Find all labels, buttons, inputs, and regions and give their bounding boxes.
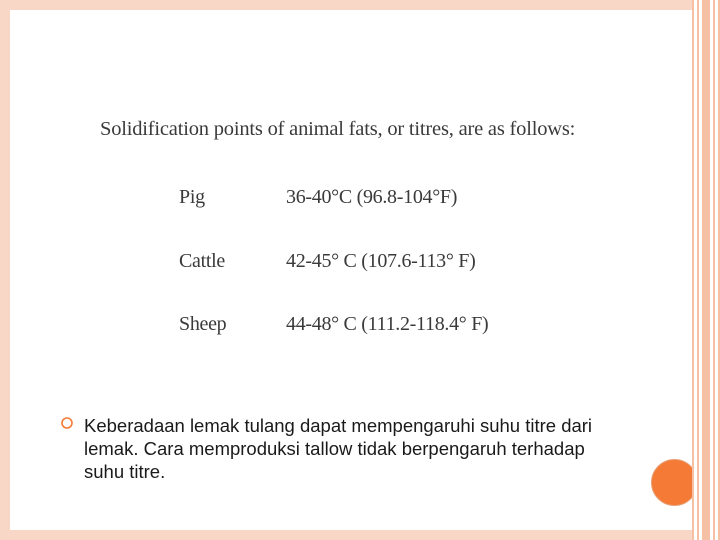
titre-range-cattle: 42-45° C (107.6-113° F) xyxy=(286,250,476,272)
right-decorative-lines xyxy=(692,0,720,540)
slide xyxy=(10,10,692,530)
decorative-orange-circle xyxy=(651,459,698,506)
titre-table-heading: Solidification points of animal fats, or titres, are as follows: xyxy=(100,118,576,140)
bullet-text: Keberadaan lemak tulang dapat mempengaruhi suhu titre dari lemak. Cara memproduksi tallow tidak berpengaruh terhadap suhu titre. xyxy=(84,415,593,482)
hollow-circle-bullet-icon xyxy=(60,416,74,430)
titre-animal-pig: Pig xyxy=(179,186,205,208)
titre-animal-cattle: Cattle xyxy=(179,250,225,272)
titre-range-sheep: 44-48° C (111.2-118.4° F) xyxy=(286,313,489,335)
titre-table-image xyxy=(95,110,615,350)
titre-range-pig: 36-40°C (96.8-104°F) xyxy=(286,186,458,208)
titre-animal-sheep: Sheep xyxy=(179,313,227,335)
